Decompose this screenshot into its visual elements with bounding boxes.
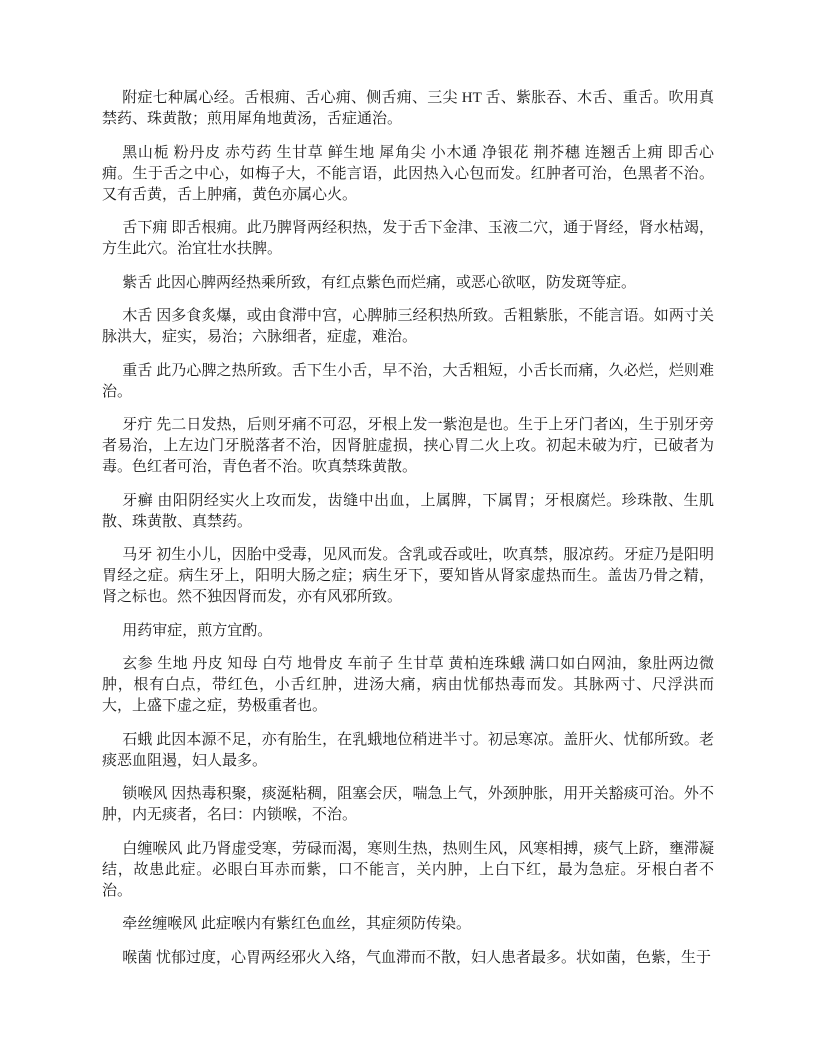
paragraph-tooth-xuan: 牙癣 由阳阴经实火上攻而发，齿缝中出血，上属脾，下属胃；牙根腐烂。珍珠散、生肌散、珠黄散、真禁药。 (102, 492, 714, 530)
paragraph-white-entangling-throat-wind: 白缠喉风 此乃肾虚受寒，劳碌而渴，寒则生热，热则生风，风寒相搏，痰气上跻，壅滞凝结，故患此症。必眼白耳赤而紫，口不能言，关内肿，上白下红，最为急症。牙根白者不治。 (102, 840, 714, 899)
paragraph-sublingual-abscess: 舌下痈 即舌根痈。此乃脾肾两经积热，发于舌下金津、玉液二穴，通于肾经，肾水枯竭，方生此穴。治宜壮水扶脾。 (102, 220, 714, 257)
paragraph-wooden-tongue: 木舌 因多食炙爆，或由食滞中宫，心脾肺三经积热所致。舌粗紫胀，不能言语。如两寸关脉洪大，症实，易治；六脉细者，症虚，难治。 (102, 308, 714, 345)
paragraph-horse-tooth: 马牙 初生小儿，因胎中受毒，见风而发。含乳或吞或吐，吹真禁，服凉药。牙症乃是阳明胃经之症。病生牙上，阳明大肠之症；病生牙下，要知皆从肾家虚热而生。盖齿乃骨之精，肾之标也。然不独因肾而发，亦有风邪所致。 (102, 547, 714, 605)
paragraph-thread-entangling-throat-wind: 牵丝缠喉风 此症喉内有紫红色血丝，其症须防传染。 (122, 916, 472, 932)
paragraph-double-tongue: 重舌 此乃心脾之热所致。舌下生小舌，早不治，大舌粗短，小舌长而痛，久必烂，烂则难治。 (102, 362, 714, 400)
paragraph-medication-note: 用药审症，煎方宜酌。 (122, 622, 273, 639)
paragraph-throat-fungus: 喉菌 忧郁过度，心胃两经邪火入络，气血滞而不散，妇人患者最多。状如菌，色紫，生于 (122, 949, 712, 966)
paragraph-herbs-tongue-center-abscess: 黑山栀 粉丹皮 赤芍药 生甘草 鲜生地 犀角尖 小木通 净银花 荆芥穗 连翘舌上痈 即舌心痈。生于舌之中心，如梅子大，不能言语，此因热入心包而发。红肿者可治，色黑者不治。又有舌黄，舌上肿痛，黄色亦属心火。 (102, 144, 714, 203)
paragraph-purple-tongue: 紫舌 此因心脾两经热乘所致，有红点紫色而烂痛，或恶心欲呕，防发斑等症。 (122, 274, 637, 291)
paragraph-locked-throat-wind: 锁喉风 因热毒积聚，痰涎粘稠，阻塞会厌，喘急上气，外颈肿胀，用开关豁痰可治。外不肿，内无痰者，名曰：内锁喉，不治。 (102, 786, 714, 823)
paragraph-herbs-lianzhu-moth: 玄参 生地 丹皮 知母 白芍 地骨皮 车前子 生甘草 黄柏连珠蛾 满口如白网油，象肚两边微肿，根有白点，带红色，小舌红肿，进汤大痛，病由忧郁热毒而发。其脉两寸、尺浮洪而大，上盛下虚之症，势极重者也。 (102, 656, 714, 714)
paragraph-tongue-seven-symptoms: 附症七种属心经。舌根痈、舌心痈、侧舌痈、三尖 HT 舌、紫胀吞、木舌、重舌。吹用真禁药、珠黄散；煎用犀角地黄汤，舌症通治。 (102, 90, 714, 127)
paragraph-tooth-furuncle: 牙疔 先二日发热，后则牙痛不可忍，牙根上发一紫泡是也。生于上牙门者凶，生于别牙旁者易治，上左边门牙脱落者不治，因肾脏虚损，挟心胃二火上攻。初起未破为疔，已破者为毒。色红者可治，青色者不治。吹真禁珠黄散。 (102, 417, 714, 475)
paragraph-stone-moth: 石蛾 此因本源不足，亦有胎生，在乳蛾地位稍进半寸。初忌寒凉。盖肝火、忧郁所致。老痰恶血阻遏，妇人最多。 (102, 731, 714, 769)
